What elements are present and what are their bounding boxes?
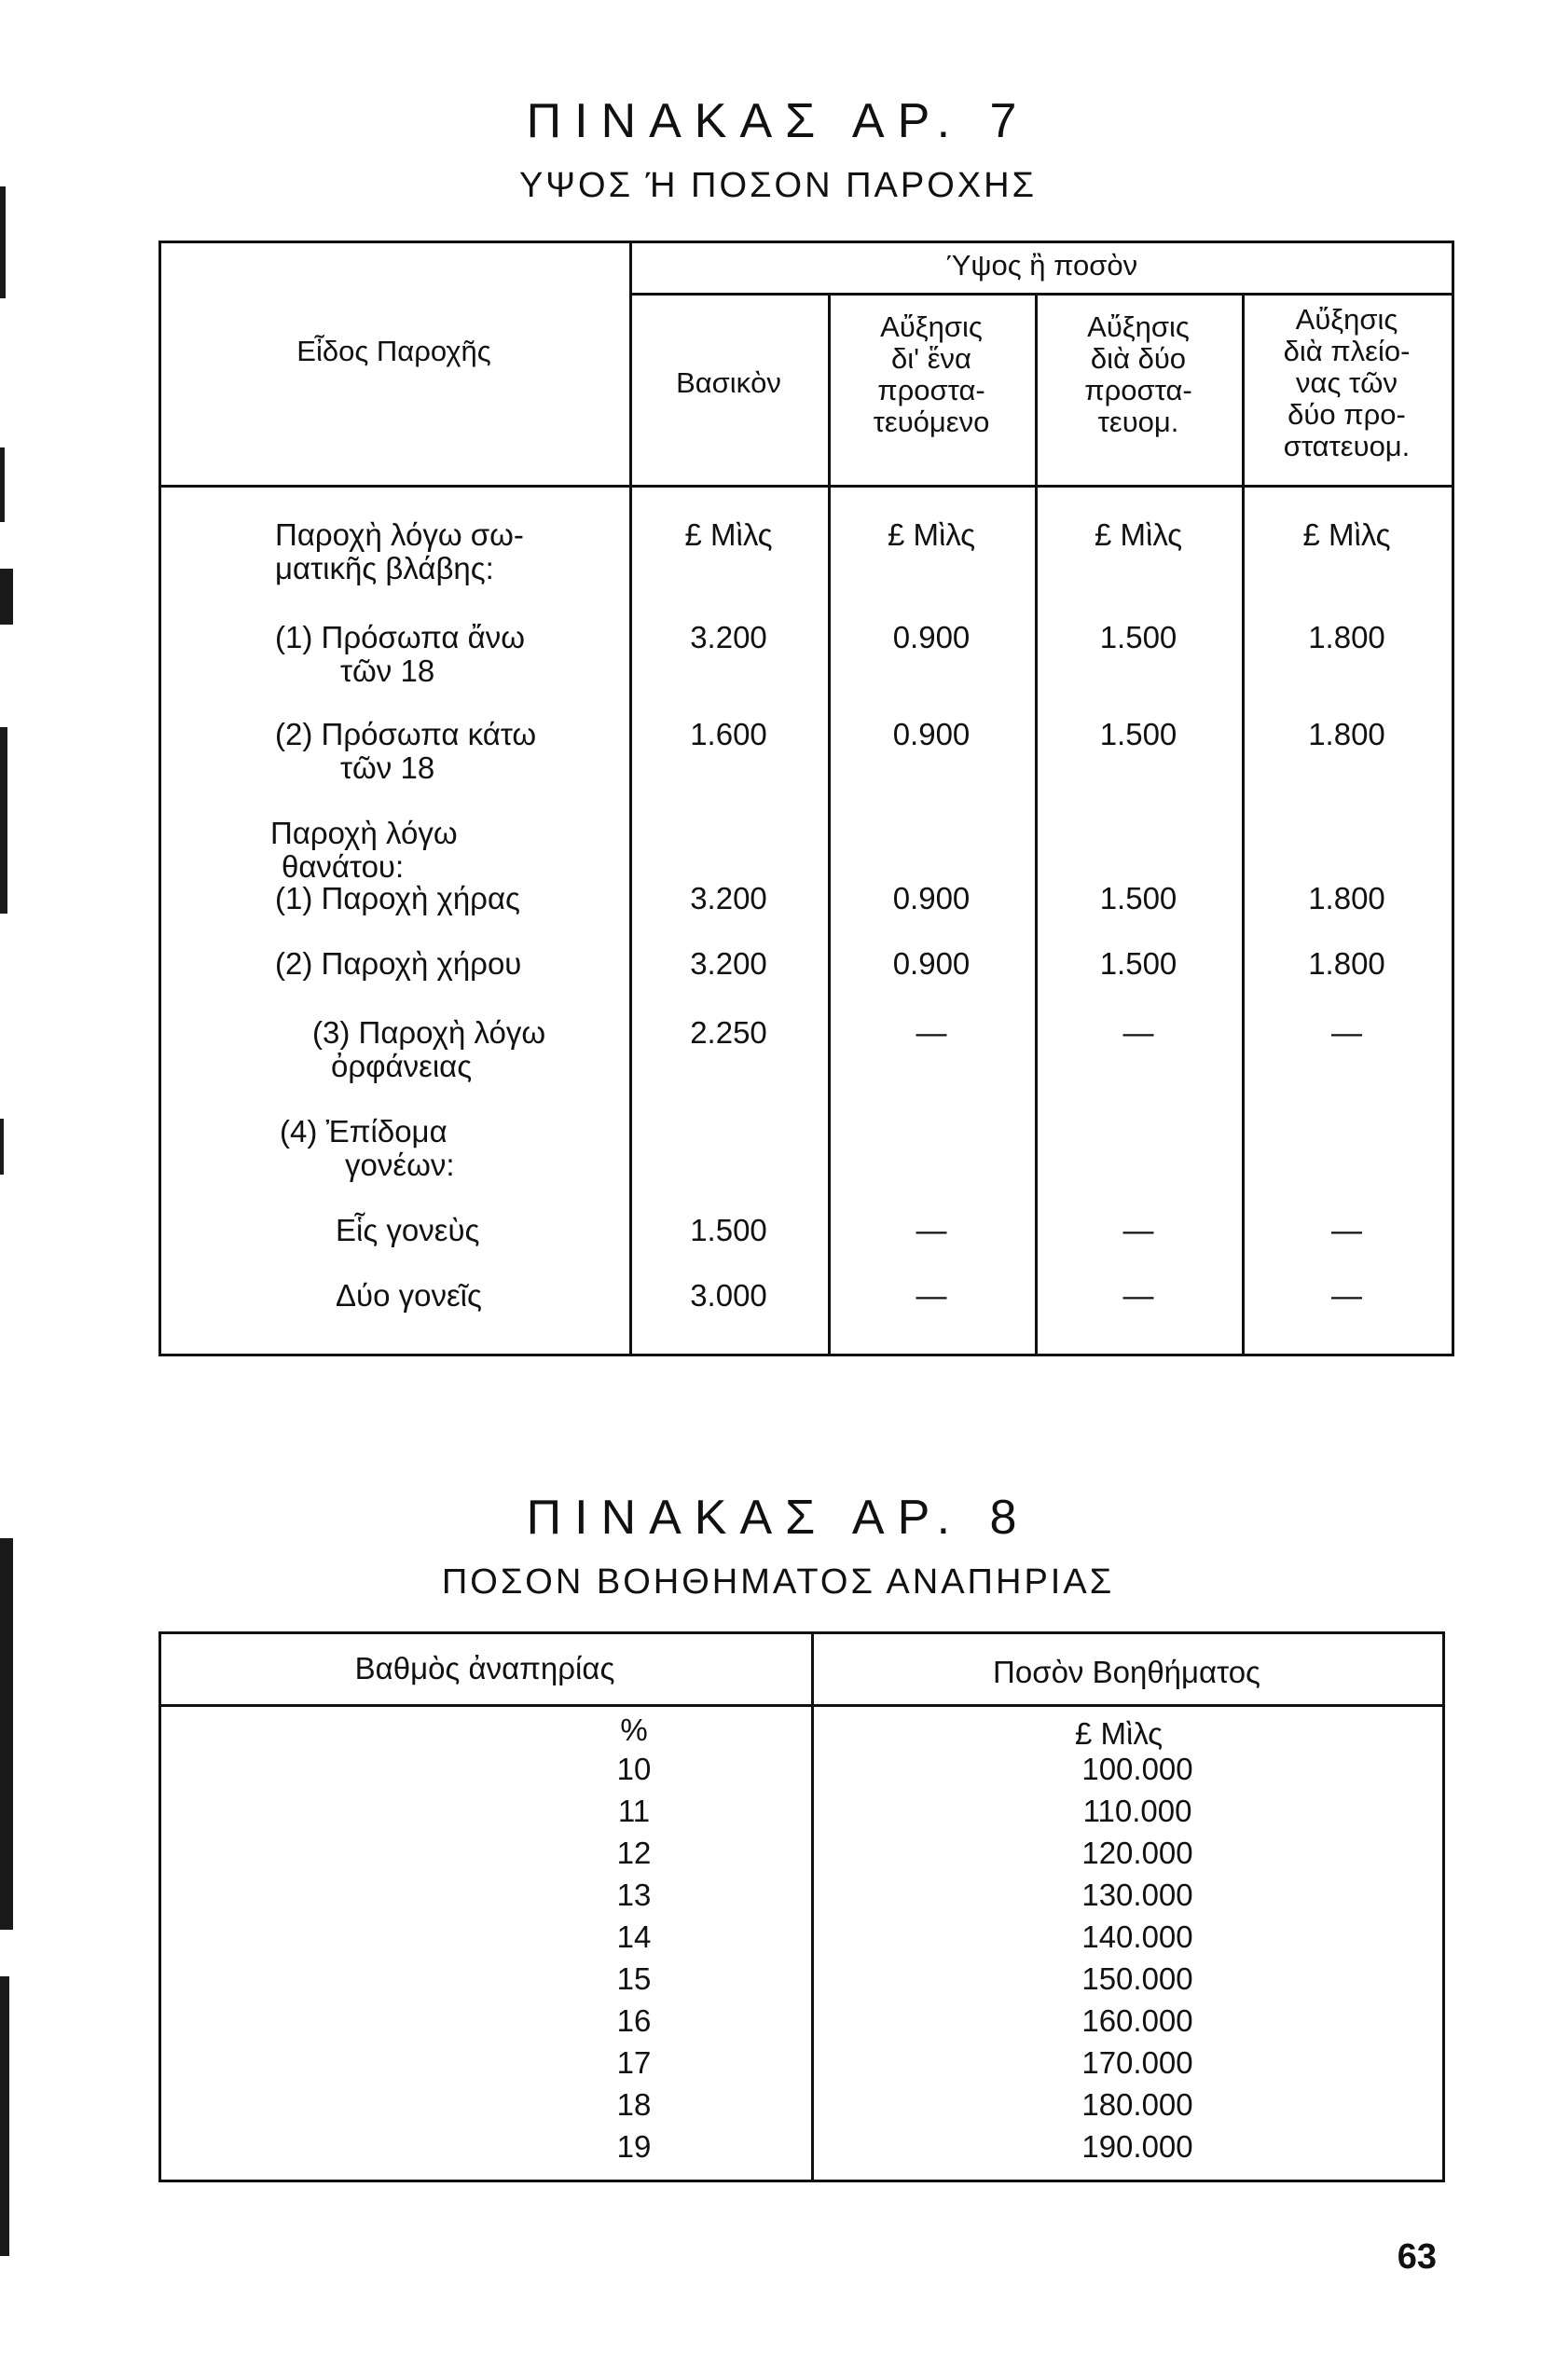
table8-degree-cell: 11 (617, 1794, 651, 1828)
table7-cell: £ Μὶλς (1095, 517, 1182, 552)
table7-cell: 1.600 (690, 717, 767, 751)
table8-degree-unit: % (620, 1713, 648, 1747)
table8-amount-unit: £ Μὶλς (1075, 1716, 1163, 1751)
table8-degree-cell: 17 (616, 2045, 652, 2080)
table7-kind-header: Εἶδος Παροχῆς (296, 335, 491, 367)
table7-cell: 1.500 (1099, 620, 1177, 654)
table7-cell: 1.500 (1099, 881, 1177, 915)
table7-row-label: (1) Παροχὴ χήρας (275, 881, 520, 915)
table7-cell: — (1331, 1213, 1362, 1247)
table7-cell: £ Μὶλς (684, 517, 773, 552)
table8-degree-cell: 12 (616, 1836, 652, 1870)
table8-amount-cell: 160.000 (1081, 2003, 1193, 2038)
table8-amount-cell: 150.000 (1081, 1961, 1193, 1996)
table7-col-more-dependents: Αὔξησις διὰ πλείο- νας τῶν δύο προ- στατευομ. (1283, 303, 1411, 462)
table8-amount-cell: 180.000 (1081, 2087, 1193, 2122)
table7-cell: 1.800 (1308, 881, 1385, 915)
table8 (158, 1631, 1445, 2183)
table7-cell: 1.500 (690, 1213, 767, 1247)
table7-subtitle: ΥΨΟΣ Ή ΠΟΣΟΝ ΠΑΡΟΧΗΣ (518, 166, 1038, 205)
table7-group-header: Ύψος ἢ ποσὸν (945, 249, 1138, 282)
table7-cell: — (1122, 1213, 1154, 1247)
table7-cell: 1.800 (1308, 620, 1385, 654)
table7-cell: 1.800 (1308, 717, 1385, 751)
table7-cell: 0.900 (892, 881, 971, 915)
table7-row-label: (1) Πρόσωπα ἄνω τῶν 18 (275, 620, 526, 688)
table8-amount-cell: 100.000 (1081, 1752, 1193, 1786)
table8-degree-cell: 19 (616, 2129, 652, 2164)
table7-cell: — (1331, 1015, 1362, 1050)
table7-cell: — (916, 1015, 947, 1050)
table7-col-one-dependent: Αὔξησις δι' ἕνα προστα- τευόμενο (873, 310, 990, 438)
table7-cell: 0.900 (892, 717, 971, 751)
table7-cell: 0.900 (892, 620, 971, 654)
table8-title: ΠΙΝΑΚΑΣ ΑΡ. 8 (526, 1491, 1030, 1545)
table7-col-two-dependents: Αὔξησις διὰ δύο προστα- τευομ. (1084, 310, 1192, 438)
table7-cell: 3.200 (690, 620, 767, 654)
table7-cell: 3.200 (690, 946, 767, 981)
table7-cell: 3.200 (690, 881, 767, 915)
table7-cell: 2.250 (690, 1015, 767, 1050)
table7-cell: — (1122, 1015, 1154, 1050)
table7-cell: — (1331, 1278, 1362, 1313)
table8-degree-cell: 13 (616, 1878, 652, 1912)
table7-cell: 3.000 (690, 1278, 767, 1313)
table8-amount-cell: 190.000 (1081, 2129, 1193, 2164)
table8-degree-cell: 18 (616, 2087, 652, 2122)
table7 (158, 241, 1454, 1354)
table8-degree-header: Βαθμὸς ἀναπηρίας (354, 1651, 615, 1685)
table7-cell: 1.500 (1099, 717, 1177, 751)
table7-row-label: (3) Παροχὴ λόγω ὀρφάνειας (312, 1015, 546, 1083)
table8-subtitle: ΠΟΣΟΝ ΒΟΗΘΗΜΑΤΟΣ ΑΝΑΠΗΡΙΑΣ (441, 1562, 1115, 1602)
table8-amount-cell: 110.000 (1082, 1794, 1192, 1828)
table7-cell: 0.900 (892, 946, 971, 981)
table8-amount-cell: 120.000 (1081, 1836, 1193, 1870)
table7-cell: 1.800 (1308, 946, 1385, 981)
scan-edge-shadow (0, 168, 13, 2275)
table7-cell: — (916, 1278, 947, 1313)
table7-section-label: (4) Ἐπίδομα γονέων: (280, 1114, 455, 1182)
table8-amount-cell: 170.000 (1081, 2045, 1193, 2080)
table7-row-label: Παροχὴ λόγω σω- ματικῆς βλάβης: (275, 517, 524, 585)
table7-col-basic: Βασικὸν (676, 366, 781, 399)
table7-row-label: (2) Πρόσωπα κάτω τῶν 18 (275, 717, 537, 785)
table7-cell: — (1122, 1278, 1154, 1313)
table7-row-label: Εἷς γονεὺς (336, 1213, 480, 1247)
table7-title: ΠΙΝΑΚΑΣ ΑΡ. 7 (526, 94, 1030, 148)
table7-row-label: (2) Παροχὴ χήρου (275, 946, 522, 981)
table8-degree-cell: 15 (616, 1961, 652, 1996)
table8-amount-header: Ποσὸν Βοηθήματος (993, 1655, 1260, 1689)
page-number: 63 (1397, 2237, 1437, 2277)
table7-row-label: Δύο γονεῖς (336, 1278, 482, 1313)
table8-degree-cell: 14 (616, 1919, 652, 1954)
table7-section-label: Παροχὴ λόγω θανάτου: (270, 816, 458, 884)
table7-cell: £ Μὶλς (1302, 517, 1391, 552)
table7-cell: — (916, 1213, 947, 1247)
table7-cell: 1.500 (1099, 946, 1177, 981)
table7-cell: £ Μὶλς (888, 517, 975, 552)
table8-degree-cell: 10 (616, 1752, 652, 1786)
table8-amount-cell: 130.000 (1081, 1878, 1193, 1912)
table8-amount-cell: 140.000 (1081, 1919, 1193, 1954)
table8-degree-cell: 16 (616, 2003, 652, 2038)
